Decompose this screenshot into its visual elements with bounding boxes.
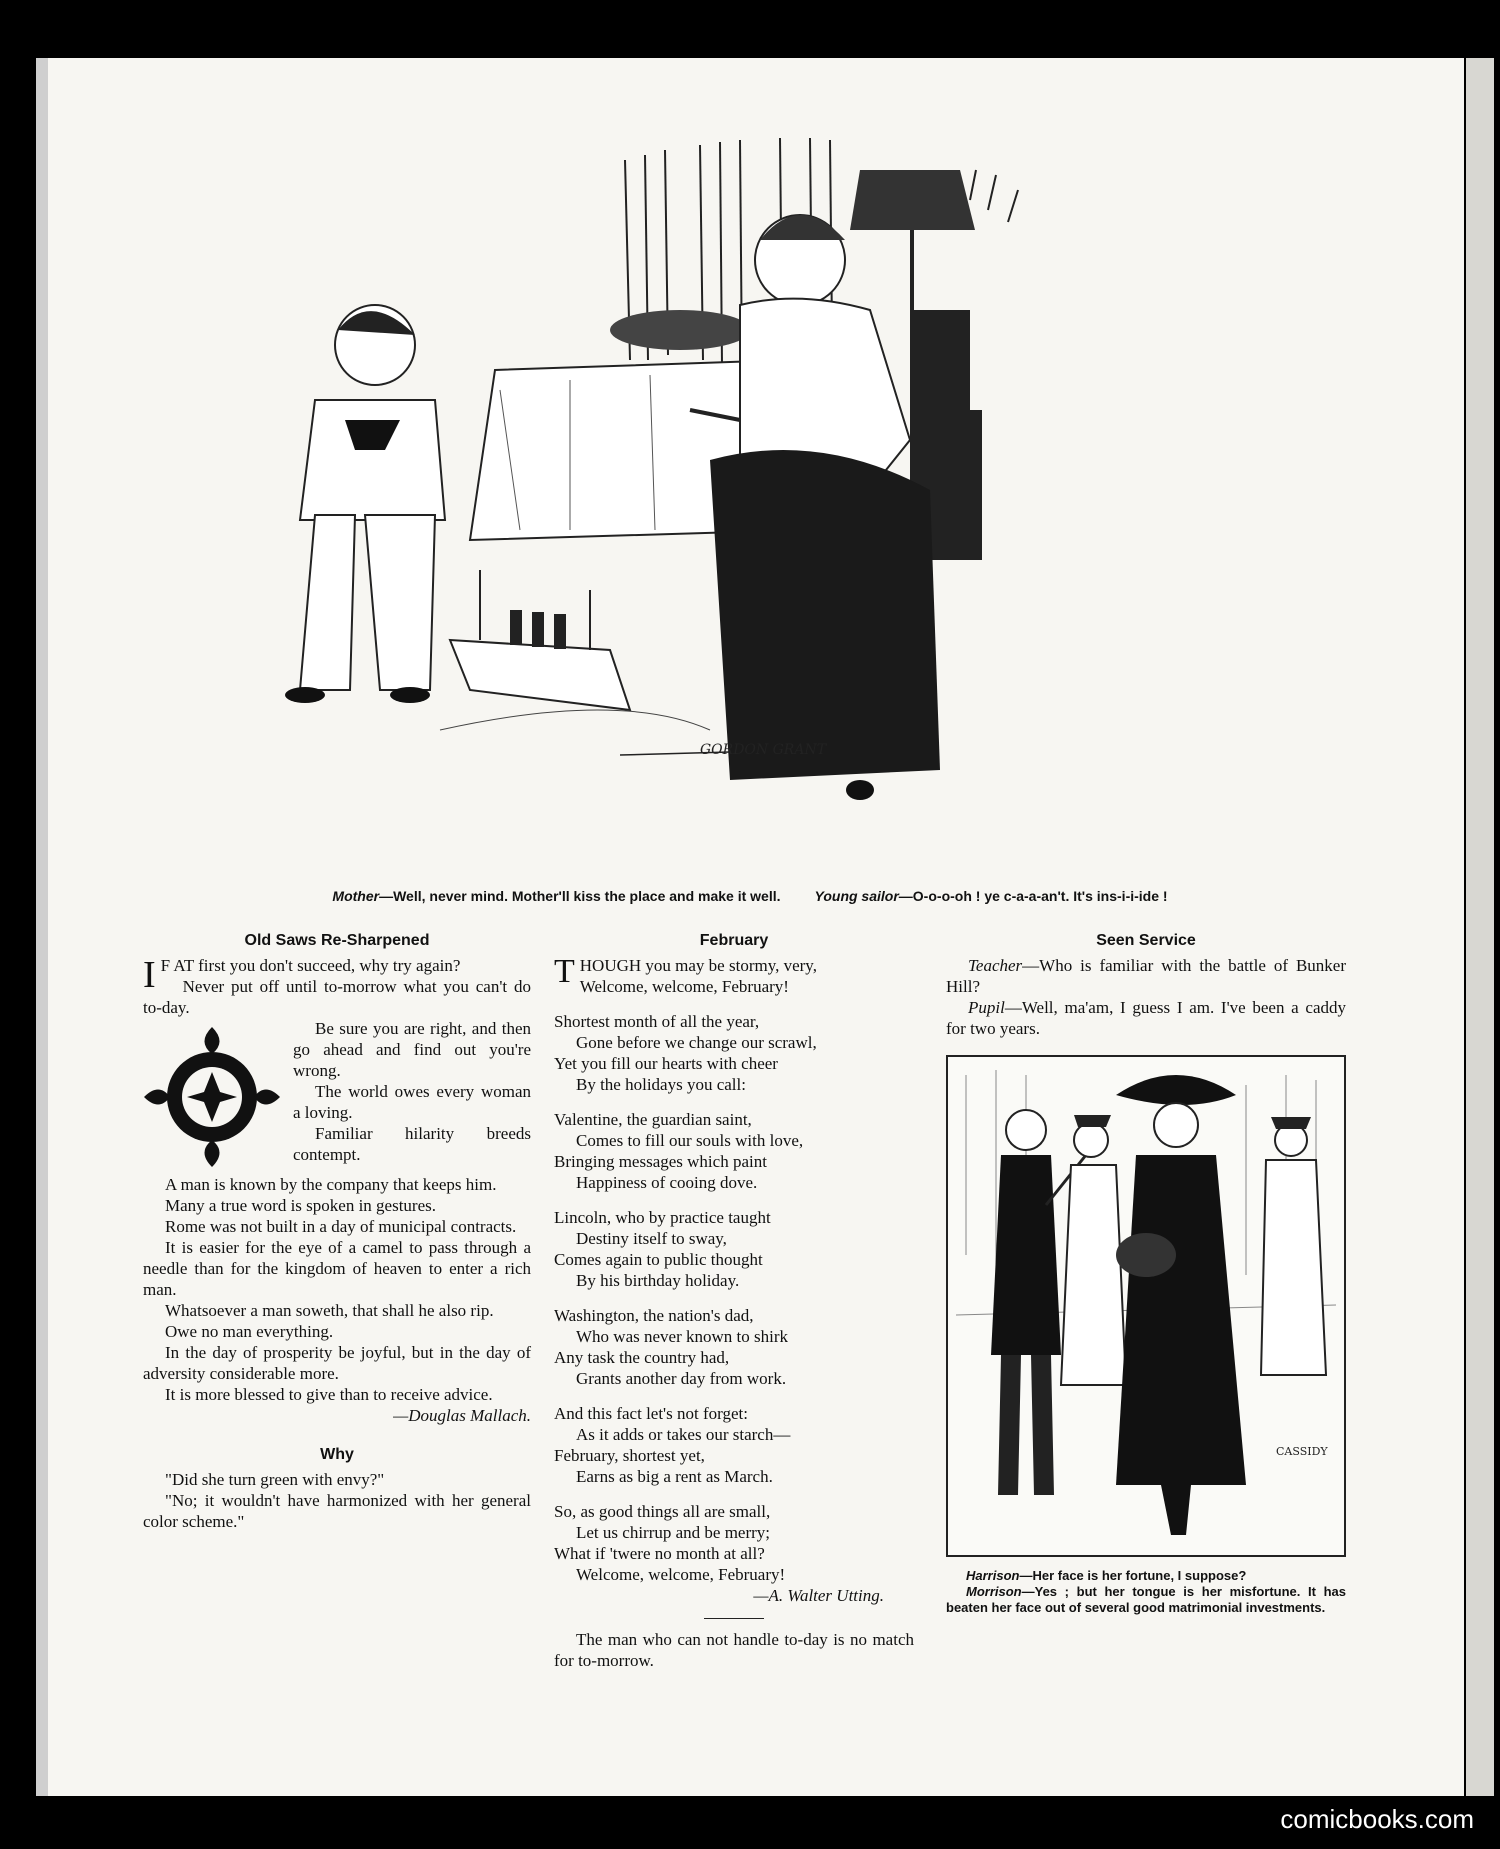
caption-speaker-sailor: Young sailor [814, 888, 899, 904]
stanza-line: And this fact let's not forget: [554, 1404, 748, 1423]
why-question: "Did she turn green with envy?" [165, 1470, 385, 1489]
column-old-saws [143, 930, 531, 1532]
stanza-line: Yet you fill our hearts with cheer [554, 1054, 778, 1073]
street-scene-caption [946, 1568, 1346, 1616]
dialog-pupil [946, 997, 1346, 1039]
saw-2: Never put off until to-morrow what you can't do to-day. [143, 977, 531, 1017]
stanza-line: Let us chirrup and be merry; [576, 1523, 771, 1542]
saw-5: Familiar hilarity breeds contempt. [293, 1124, 531, 1164]
morrison-line: —Yes ; but her tongue is her misfortune. It has beaten her face out of several good matrimonial investments. [946, 1584, 1346, 1615]
stanza-line: Gone before we change our scrawl, [576, 1033, 817, 1052]
caption-line-mother: —Well, never mind. Mother'll kiss the place and make it well. [379, 888, 781, 904]
stanza-3 [554, 1109, 914, 1193]
saw-12: In the day of prosperity be joyful, but in the day of adversity considerable more. [143, 1343, 531, 1383]
stanza-line: What if 'twere no month at all? [554, 1544, 765, 1563]
stanza-line: By the holidays you call: [576, 1075, 746, 1094]
stanza-line: Welcome, welcome, February! [579, 977, 789, 996]
author-douglas-mallach: —Douglas Mallach. [393, 1406, 531, 1425]
saw-10: Whatsoever a man soweth, that shall he also rip. [165, 1301, 494, 1320]
illustration-signature: GORDON GRANT [700, 742, 827, 758]
dropcap-i: I [143, 954, 156, 996]
stanza-line: Any task the country had, [554, 1348, 730, 1367]
stanza-line: Who was never known to shirk [576, 1327, 788, 1346]
stanza-4 [554, 1207, 914, 1291]
stanza-line: As it adds or takes our starch— [576, 1425, 791, 1444]
stanza-line: Comes again to public thought [554, 1250, 763, 1269]
stanza-line: Shortest month of all the year, [554, 1012, 760, 1031]
saw-3: Be sure you are right, and then go ahead and find out you're wrong. [293, 1019, 531, 1080]
saw-13: It is more blessed to give than to receive advice. [165, 1385, 493, 1404]
stanza-7 [554, 1501, 914, 1585]
stanza-line: Comes to fill our souls with love, [576, 1131, 804, 1150]
page-spine [1466, 58, 1494, 1796]
speaker-pupil: Pupil [968, 998, 1005, 1017]
divider [704, 1618, 764, 1619]
ornament-icon [141, 1022, 283, 1172]
teacher-line: —Who is familiar with the battle of Bunker Hill? [946, 956, 1346, 996]
column-february [554, 930, 914, 1671]
caption-morrison [946, 1584, 1346, 1616]
saw-6: A man is known by the company that keeps him. [165, 1175, 497, 1194]
saw-8: Rome was not built in a day of municipal contracts. [165, 1217, 517, 1236]
saw-4: The world owes every woman a loving. [293, 1082, 531, 1122]
stanza-line: Grants another day from work. [576, 1369, 787, 1388]
stanza-6 [554, 1403, 914, 1487]
stanza-1 [554, 955, 914, 997]
speaker-harrison: Harrison [966, 1568, 1020, 1583]
saw-1 [143, 954, 531, 996]
why-answer: "No; it wouldn't have harmonized with her general color scheme." [143, 1491, 531, 1531]
harrison-line: —Her face is her fortune, I suppose? [1019, 1568, 1247, 1583]
stanza-line: Earns as big a rent as March. [576, 1467, 773, 1486]
site-watermark: comicbooks.com [1280, 1804, 1474, 1834]
stanza-2 [554, 1011, 914, 1095]
caption-harrison [946, 1568, 1346, 1584]
stanza-line: HOUGH you may be stormy, very, [579, 956, 817, 975]
stanza-line: Happiness of cooing dove. [576, 1173, 758, 1192]
stanza-line: Bringing messages which paint [554, 1152, 767, 1171]
saw-7: Many a true word is spoken in gestures. [165, 1196, 437, 1215]
cartoon-illustration [270, 130, 1260, 860]
stanza-line: By his birthday holiday. [576, 1271, 740, 1290]
stanza-line: Welcome, welcome, February! [576, 1565, 786, 1584]
caption-line-sailor: —O-o-o-oh ! ye c-a-a-an't. It's ins-i-i-ide ! [898, 888, 1168, 904]
saw-9: It is easier for the eye of a camel to pass through a needle than for the kingdom of heaven to enter a rich man. [143, 1238, 531, 1299]
stanza-line: So, as good things all are small, [554, 1502, 771, 1521]
column-seen-service [946, 930, 1346, 1616]
illustration-caption [0, 888, 1500, 904]
stanza-line: Lincoln, who by practice taught [554, 1208, 771, 1227]
street-scene-signature: CASSIDY [1276, 1445, 1328, 1458]
stanza-line: February, shortest yet, [554, 1446, 705, 1465]
saw-11: Owe no man everything. [165, 1322, 334, 1341]
article-title-seen-service: Seen Service [1096, 932, 1196, 949]
stanza-line: Valentine, the guardian saint, [554, 1110, 752, 1129]
closing-note: The man who can not handle to-day is no match for to-morrow. [554, 1630, 914, 1670]
page-left-edge [36, 58, 48, 1796]
article-title-why: Why [320, 1446, 354, 1463]
stanza-5 [554, 1305, 914, 1389]
speaker-teacher: Teacher [968, 956, 1023, 975]
stanza-line: Washington, the nation's dad, [554, 1306, 754, 1325]
pupil-line: —Well, ma'am, I guess I am. I've been a caddy for two years. [946, 998, 1346, 1038]
article-title-old-saws: Old Saws Re-Sharpened [244, 932, 430, 949]
poem-title-february: February [699, 932, 769, 949]
speaker-morrison: Morrison [966, 1584, 1022, 1599]
dropcap-t: T [554, 953, 575, 990]
dialog-teacher [946, 955, 1346, 997]
caption-speaker-mother: Mother [332, 888, 380, 904]
author-walter-utting: —A. Walter Utting. [753, 1586, 884, 1605]
saw-1-text: F AT first you don't succeed, why try again? [160, 956, 461, 975]
street-scene-illustration [946, 1055, 1346, 1557]
stanza-line: Destiny itself to sway, [576, 1229, 727, 1248]
